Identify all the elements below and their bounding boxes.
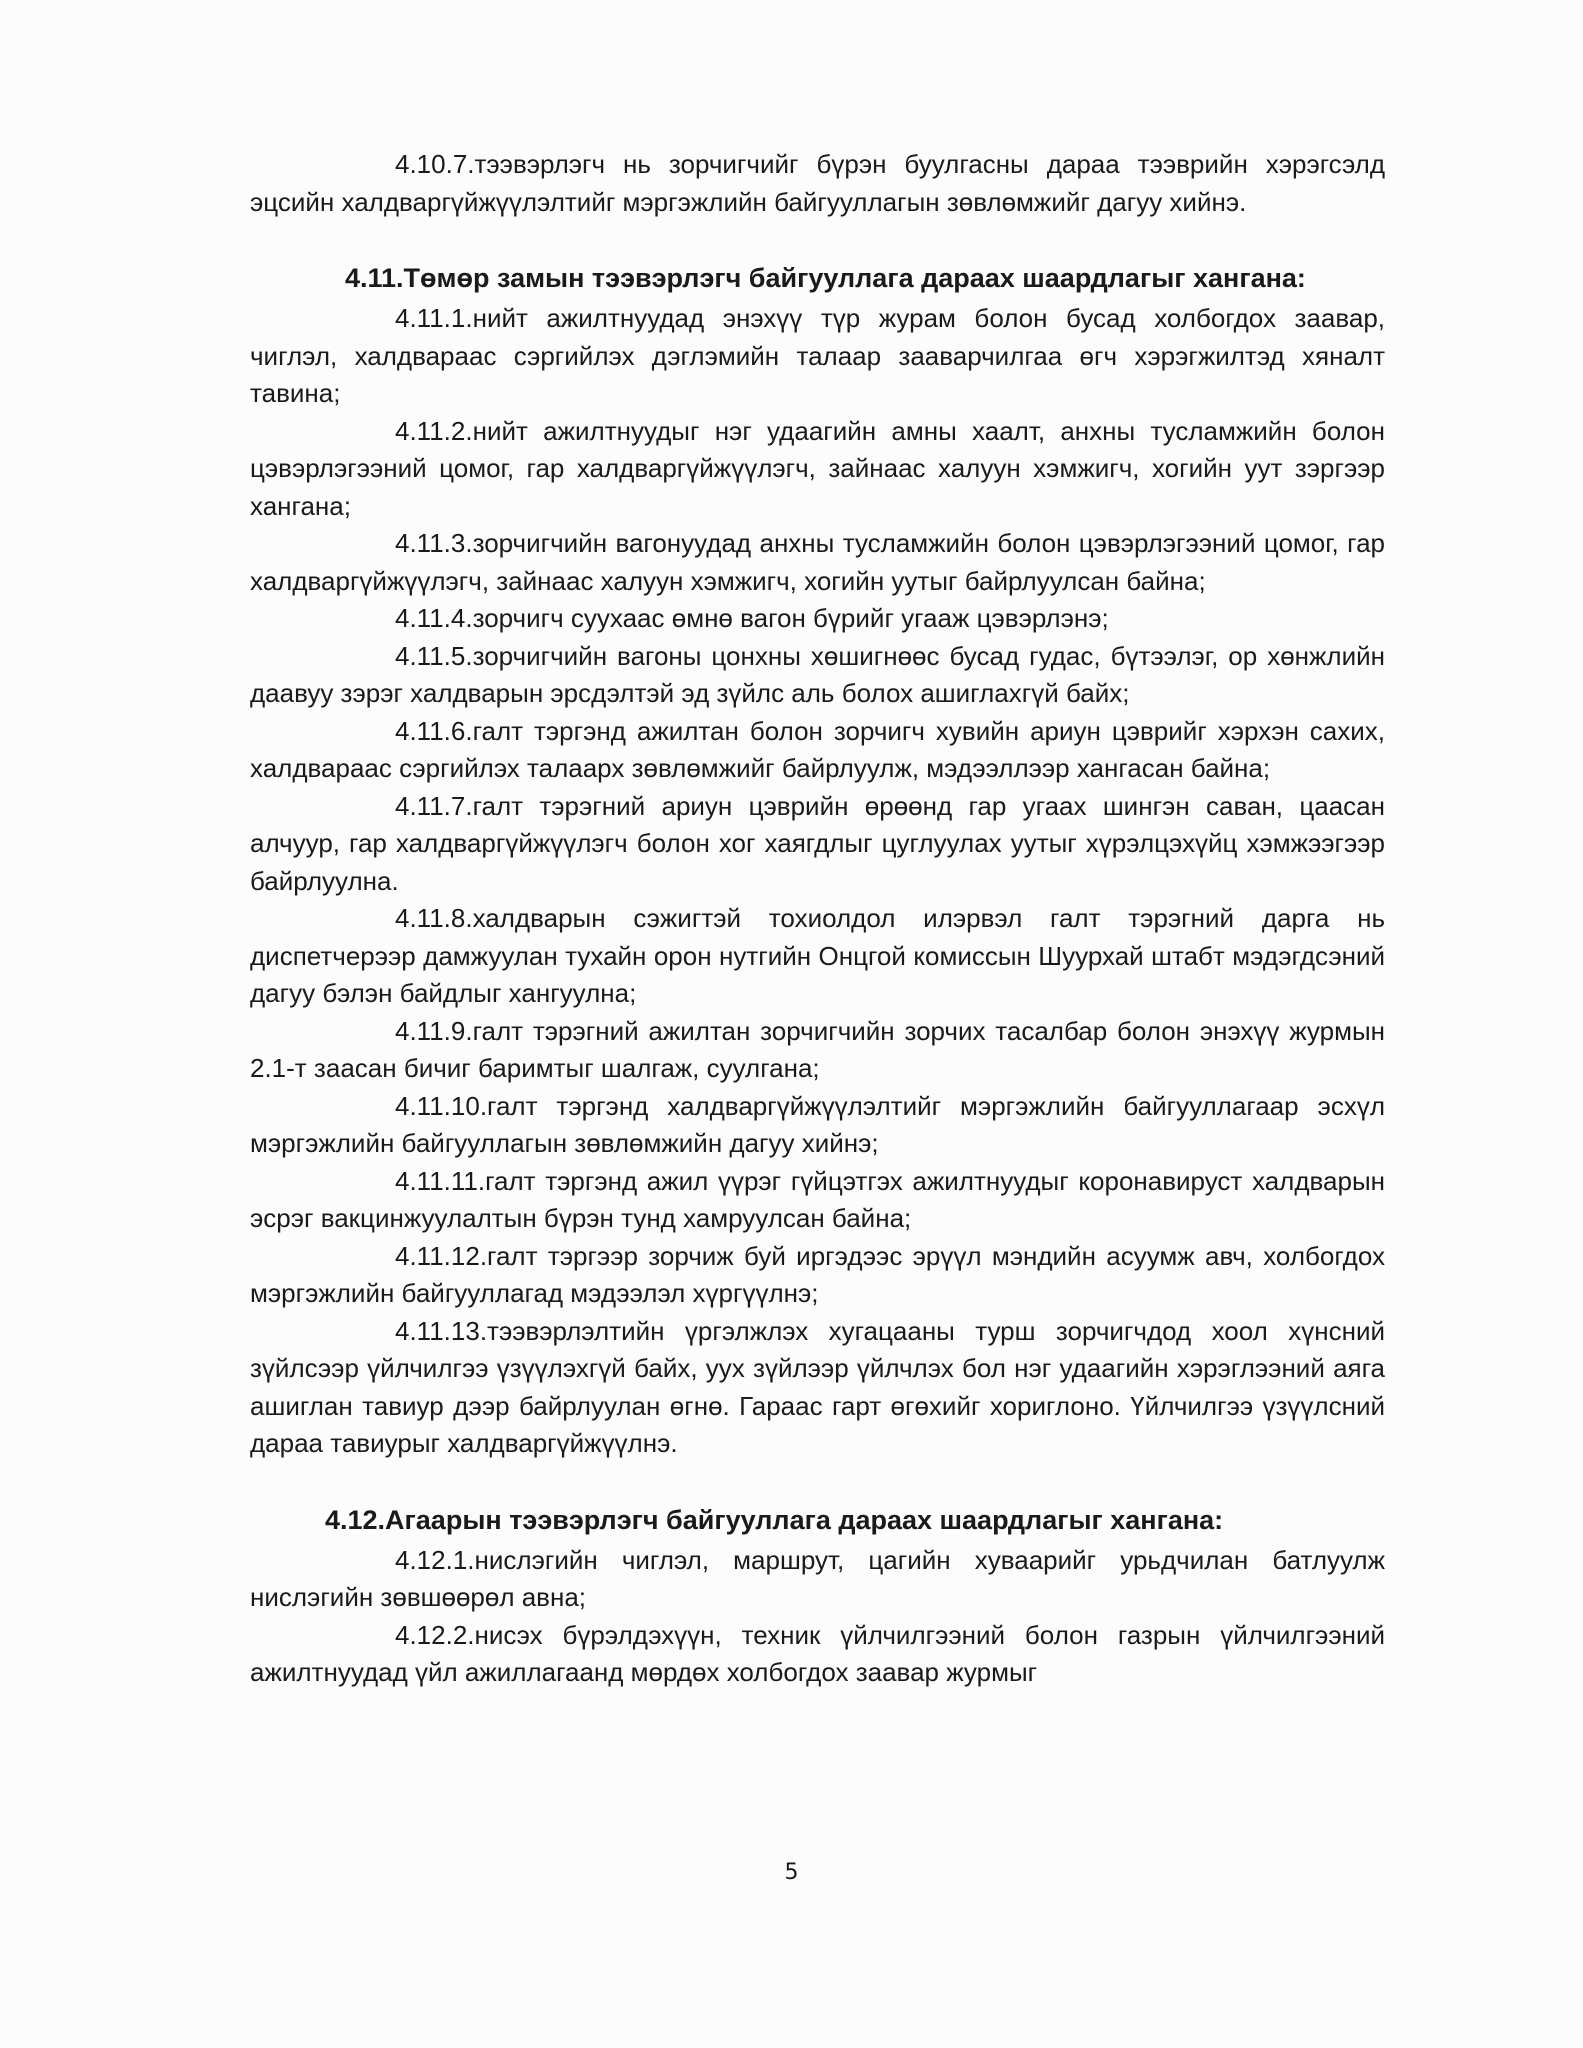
list-item-4-11-11: 4.11.11.галт тэргэнд ажил үүрэг гүйцэтгэх ажилтнуудыг коронавируст халдварын эсрэг вакцинжуулалтын бүрэн тунд хамруулсан байна; — [250, 1165, 1385, 1233]
list-item-4-12-2: 4.12.2.нисэх бүрэлдэхүүн, техник үйлчилгээний болон газрын үйлчилгээний ажилтнуудад үйл ажиллагаанд мөрдөх холбогдох заавар журмыг — [250, 1619, 1385, 1687]
list-item-4-11-4: 4.11.4.зорчигч суухаас өмнө вагон бүрийг угааж цэвэрлэнэ; — [395, 603, 1109, 633]
list-item-4-11-8: 4.11.8.халдварын сэжигтэй тохиолдол илэрвэл галт тэрэгний дарга нь диспетчерээр дамжуулан тухайн орон нутгийн Онцгой комиссын Шуурхай штабт мэдэгдсэний дагуу бэлэн байдлыг хангуулна; — [250, 903, 1385, 1008]
document-body — [250, 146, 1385, 1692]
list-item-4-11-9: 4.11.9.галт тэрэгний ажилтан зорчигчийн зорчих тасалбар болон энэхүү журмын 2.1-т заасан бичиг баримтыг шалгаж, суулгана; — [250, 1015, 1385, 1083]
list-item-4-12-1: 4.12.1.нислэгийн чиглэл, маршрут, цагийн хуваарийг урьдчилан батлуулж нислэгийн зөвшөөрөл авна; — [250, 1544, 1385, 1612]
page-number: 5 — [784, 1860, 799, 1885]
list-item-4-11-1: 4.11.1.нийт ажилтнуудад энэхүү түр журам болон бусад холбогдох заавар, чиглэл, халдвараас сэргийлэх дэглэмийн талаар зааварчилгаа өгч хэрэгжилтэд хяналт тавина; — [250, 303, 1385, 408]
list-item-4-11-2: 4.11.2.нийт ажилтнуудыг нэг удаагийн амны хаалт, анхны тусламжийн болон цэвэрлэгээний цомог, гар халдваргүйжүүлэгч, зайнаас халуун хэмжигч, хогийн уут зэргээр хангана; — [250, 415, 1385, 521]
section-heading-4-11: 4.11.Төмөр замын тээвэрлэгч байгууллага дараах шаардлагыг хангана: — [345, 263, 1306, 293]
section-heading-4-12: 4.12.Агаарын тээвэрлэгч байгууллага дараах шаардлагыг хангана: — [325, 1504, 1224, 1535]
list-item-4-11-3: 4.11.3.зорчигчийн вагонуудад анхны тусламжийн болон цэвэрлэгээний цомог, гар халдваргүйжүүлэгч, зайнаас халуун хэмжигч, хогийн уутыг байрлуулсан байна; — [250, 528, 1385, 596]
list-item-4-11-7: 4.11.7.галт тэрэгний ариун цэврийн өрөөнд гар угаах шингэн саван, цаасан алчуур, гар халдваргүйжүүлэгч болон хог хаягдлыг цуглуулах уутыг хүрэлцэхүйц хэмжээгээр байрлуулна. — [250, 790, 1385, 896]
paragraph-4-10-7: 4.10.7.тээвэрлэгч нь зорчигчийг бүрэн буулгасны дараа тээврийн хэрэгсэлд эцсийн халдваргүйжүүлэлтийг мэргэжлийн байгууллагын зөвлөмжийг дагуу хийнэ. — [250, 149, 1385, 217]
list-item-4-11-5: 4.11.5.зорчигчийн вагоны цонхны хөшигнөөс бусад гудас, бүтээлэг, ор хөнжлийн даавуу зэрэг халдварын эрсдэлтэй эд зүйлс аль болох ашиглахгүй байх; — [250, 640, 1385, 708]
list-item-4-11-13: 4.11.13.тээвэрлэлтийн үргэлжлэх хугацааны турш зорчигчдод хоол хүнсний зүйлсээр үйлчилгээ үзүүлэхгүй байх, уух зүйлээр үйлчлэх бол нэг удаагийн хэрэглээний аяга ашиглан тавиур дээр байрлуулан өгнө. Гараас гарт өгөхийг хориглоно. Үйлчилгээ үзүүлсний дараа тавиурыг халдваргүйжүүлнэ. — [250, 1315, 1385, 1458]
list-item-4-11-10: 4.11.10.галт тэргэнд халдваргүйжүүлэлтийг мэргэжлийн байгууллагаар эсхүл мэргэжлийн байгууллагын зөвлөмжийн дагуу хийнэ; — [250, 1090, 1385, 1158]
list-item-4-11-6: 4.11.6.галт тэргэнд ажилтан болон зорчигч хувийн ариун цэврийг хэрхэн сахих, халдвараас сэргийлэх талаарх зөвлөмжийг байрлуулж, мэдээллээр хангасан байна; — [250, 715, 1385, 783]
list-item-4-11-12: 4.11.12.галт тэргээр зорчиж буй иргэдээс эрүүл мэндийн асуумж авч, холбогдох мэргэжлийн байгууллагад мэдээлэл хүргүүлнэ; — [250, 1240, 1385, 1308]
